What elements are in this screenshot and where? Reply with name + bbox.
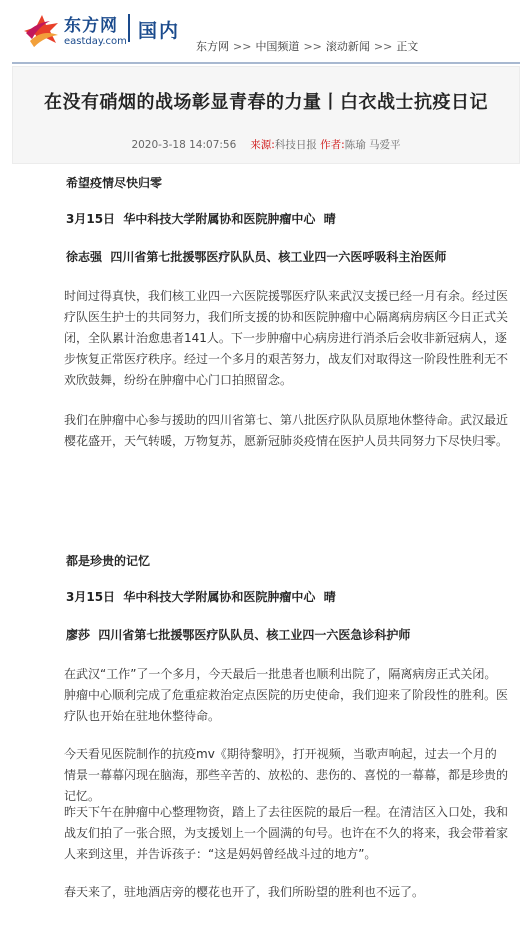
author-label: 作者:: [320, 139, 345, 151]
breadcrumb-home[interactable]: 东方网: [196, 40, 229, 53]
eastday-logo-icon: [22, 13, 62, 51]
section-name[interactable]: 国内: [138, 20, 181, 42]
header-divider: [12, 62, 520, 64]
paragraph: 在武汉“工作”了一个多月，今天最后一批患者也顺利出院了，隔离病房正式关闭。肿瘤中心顺利完成了危重症救治定点医院的历史使命，我们迎来了阶段性的胜利。医疗队也开始在驻地休整待命。: [64, 667, 509, 723]
site-header: [0, 0, 532, 62]
article-meta: [0, 137, 532, 152]
section-dateline: 3月15日 华中科技大学附属协和医院肿瘤中心 晴: [66, 590, 336, 604]
paragraph: 昨天下午在肿瘤中心整理物资，踏上了去往医院的最后一程。在清洁区入口处，我和战友们拍了一张合照，为支援划上一个圆满的句号。也许在不久的将来，我会带着家人来到这里，并告诉孩子：“这是妈妈曾经战斗过的地方”。: [64, 805, 509, 861]
logo-domain: eastday.com: [64, 35, 127, 47]
section-dateline: 3月15日 华中科技大学附属协和医院肿瘤中心 晴: [66, 212, 336, 226]
breadcrumb-rolling-news[interactable]: 滚动新闻: [325, 40, 370, 53]
logo-divider: [128, 14, 130, 42]
breadcrumb-sep: >>: [233, 40, 252, 53]
logo-name: 东方网: [64, 15, 118, 36]
paragraph: 今天看见医院制作的抗疫mv《期待黎明》，打开视频，当歌声响起，过去一个月的情景一幕幕闪现在脑海，那些辛苦的、放松的、悲伤的、喜悦的一幕幕，都是珍贵的记忆。: [64, 747, 509, 803]
breadcrumb-china[interactable]: 中国频道: [255, 40, 300, 53]
breadcrumb-current: 正文: [396, 40, 419, 53]
section-byline: 徐志强 四川省第七批援鄂医疗队队员、核工业四一六医呼吸科主治医师: [66, 250, 447, 264]
publish-date: 2020-3-18 14:07:56: [131, 139, 237, 151]
breadcrumb-sep: >>: [373, 40, 393, 53]
paragraph: 春天来了，驻地酒店旁的樱花也开了，我们所盼望的胜利也不远了。: [64, 885, 425, 899]
author-name: 陈瑜 马爱平: [344, 139, 401, 151]
article-title: 在没有硝烟的战场彰显青春的力量丨白衣战士抗疫日记: [44, 92, 488, 113]
source-label: 来源:: [250, 139, 275, 151]
section-heading: 都是珍贵的记忆: [66, 554, 151, 568]
section-heading: 希望疫情尽快归零: [66, 176, 163, 190]
breadcrumb: [196, 38, 418, 54]
source-name[interactable]: 科技日报: [274, 139, 317, 151]
section-byline: 廖莎 四川省第七批援鄂医疗队队员、核工业四一六医急诊科护师: [66, 628, 411, 642]
paragraph: 我们在肿瘤中心参与援助的四川省第七、第八批医疗队队员原地休整待命。武汉最近樱花盛开，天气转暖，万物复苏，愿新冠肺炎疫情在医护人员共同努力下尽快归零。: [64, 413, 509, 448]
paragraph: 时间过得真快，我们核工业四一六医院援鄂医疗队来武汉支援已经一月有余。经过医疗队医生护士的共同努力，我们所支援的协和医院肿瘤中心隔离病房病区今日正式关闭，全队累计治愈患者141人。下一步肿瘤中心病房进行消杀后会收非新冠病人，逐步恢复正常医疗秩序。经过一个多月的艰苦努力，战友们对取得这一阶段性胜利无不欢欣鼓舞，纷纷在肿瘤中心门口拍照留念。: [64, 289, 509, 387]
breadcrumb-sep: >>: [303, 40, 322, 53]
